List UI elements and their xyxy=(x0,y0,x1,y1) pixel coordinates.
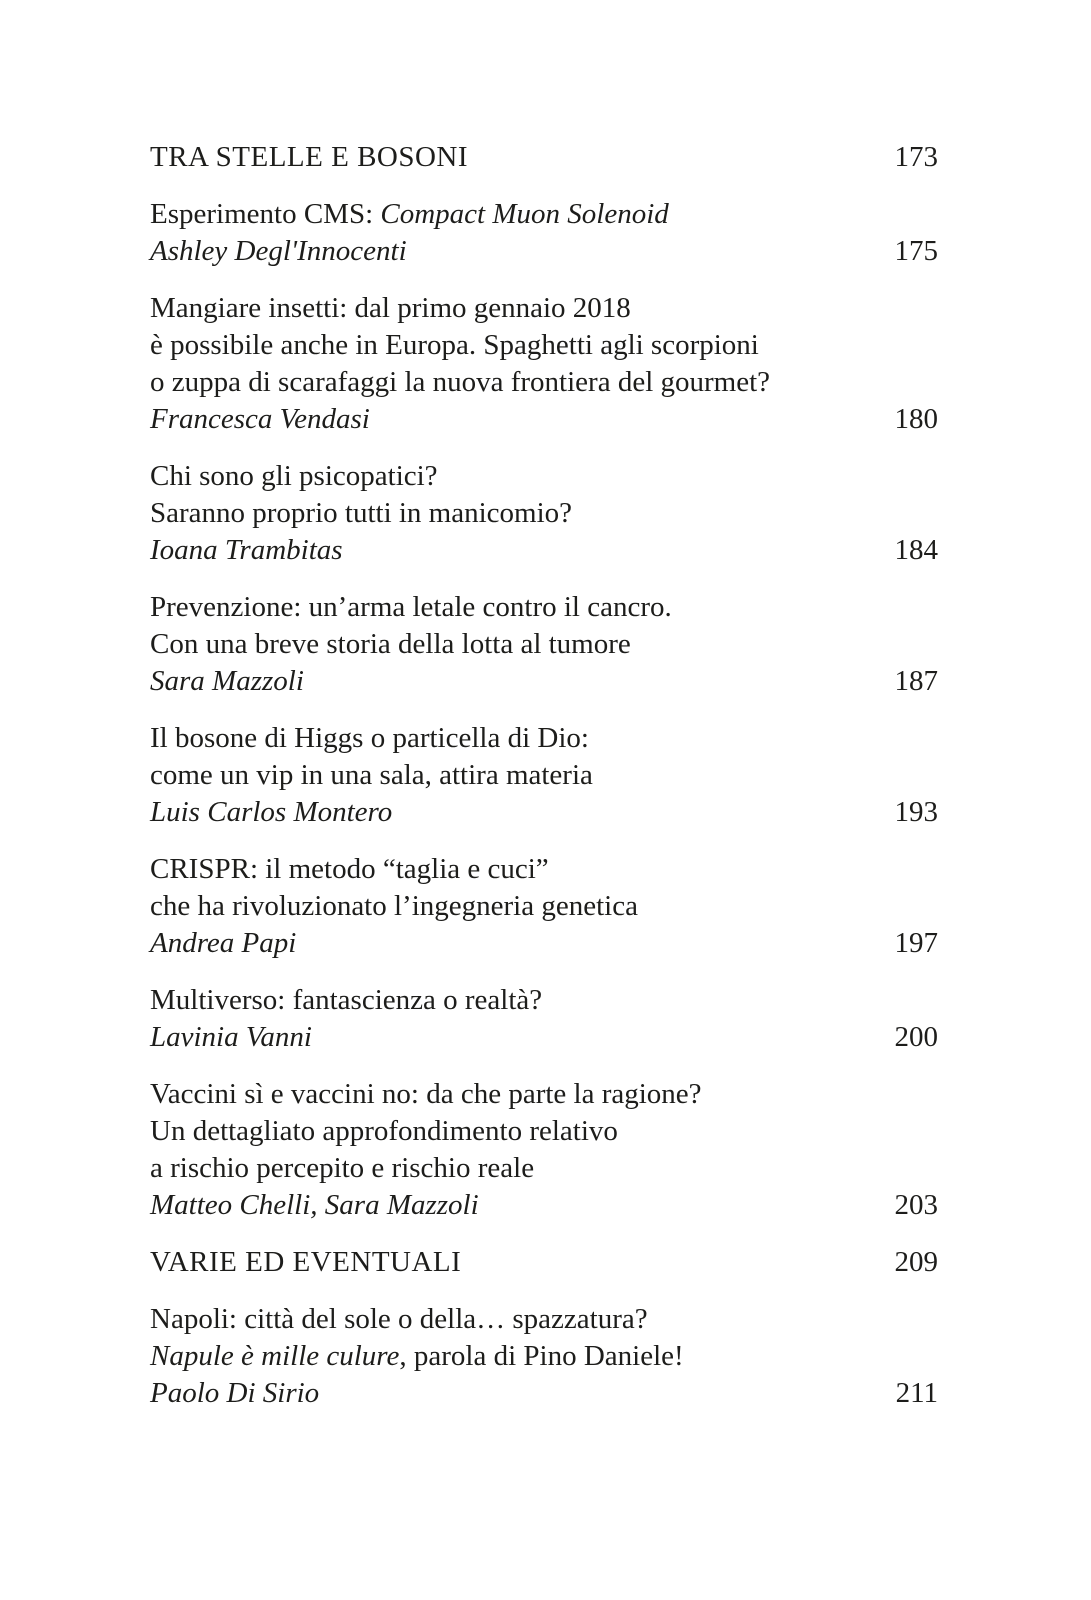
toc-line-text xyxy=(150,925,296,962)
toc-line-text xyxy=(150,851,549,888)
toc-entry xyxy=(150,1301,938,1412)
toc-line-text xyxy=(150,139,468,176)
toc-page-number: 184 xyxy=(894,534,938,566)
toc-page-number: 187 xyxy=(894,665,938,697)
toc-text: Napoli: città del sole o della… spazzatura? xyxy=(150,1303,648,1335)
toc-line-text xyxy=(150,1113,618,1150)
toc-text: Un dettagliato approfondimento relativo xyxy=(150,1115,618,1147)
toc-text: Vaccini sì e vaccini no: da che parte la ragione? xyxy=(150,1078,702,1110)
toc-page-number: 203 xyxy=(894,1189,938,1221)
toc-line xyxy=(150,196,938,233)
toc-entry xyxy=(150,458,938,569)
toc-line xyxy=(150,495,938,532)
toc-text-italic: Matteo Chelli, Sara Mazzoli xyxy=(150,1189,479,1221)
toc-line-text xyxy=(150,327,759,364)
toc-text-italic: Sara Mazzoli xyxy=(150,665,304,697)
toc-line xyxy=(150,139,938,176)
toc-page-number: 200 xyxy=(894,1021,938,1053)
toc-text-italic: Compact Muon Solenoid xyxy=(380,198,669,230)
toc-entry xyxy=(150,720,938,831)
toc-entry xyxy=(150,851,938,962)
toc-line-text xyxy=(150,1019,312,1056)
toc-entry xyxy=(150,290,938,438)
toc-entry xyxy=(150,1076,938,1224)
toc-line-text xyxy=(150,1076,702,1113)
toc-text: è possibile anche in Europa. Spaghetti agli scorpioni xyxy=(150,329,759,361)
toc-text-italic: Ashley Degl'Innocenti xyxy=(150,235,407,267)
toc-line-text xyxy=(150,982,542,1019)
toc-line xyxy=(150,1187,938,1224)
toc-line xyxy=(150,757,938,794)
toc-page-number: 193 xyxy=(894,796,938,828)
toc-text: Prevenzione: un’arma letale contro il cancro. xyxy=(150,591,672,623)
toc-line-text xyxy=(150,1338,684,1375)
toc-text-italic: Andrea Papi xyxy=(150,927,297,959)
toc-line-text xyxy=(150,794,392,831)
table-of-contents xyxy=(150,139,938,1432)
toc-line-text xyxy=(150,458,438,495)
toc-entry xyxy=(150,982,938,1056)
toc-line xyxy=(150,851,938,888)
toc-text-italic: Luis Carlos Montero xyxy=(150,796,393,828)
toc-text: che ha rivoluzionato l’ingegneria genetica xyxy=(150,890,638,922)
toc-text-italic: Lavinia Vanni xyxy=(150,1021,312,1053)
toc-page-number: 209 xyxy=(894,1246,938,1278)
toc-line xyxy=(150,663,938,700)
toc-line-text xyxy=(150,290,631,327)
toc-text: o zuppa di scarafaggi la nuova frontiera del gourmet? xyxy=(150,366,771,398)
toc-line xyxy=(150,364,938,401)
toc-entry xyxy=(150,196,938,270)
toc-text-italic: Ioana Trambitas xyxy=(150,534,343,566)
toc-line xyxy=(150,589,938,626)
toc-line xyxy=(150,1113,938,1150)
toc-text: VARIE ED EVENTUALI xyxy=(150,1246,462,1278)
toc-line xyxy=(150,1301,938,1338)
toc-text-italic: Napule è mille culure xyxy=(150,1340,400,1372)
toc-line-text xyxy=(150,626,631,663)
toc-line xyxy=(150,720,938,757)
toc-line xyxy=(150,1338,938,1375)
toc-text: Con una breve storia della lotta al tumore xyxy=(150,628,631,660)
toc-text: Esperimento CMS: xyxy=(150,198,381,230)
toc-line xyxy=(150,982,938,1019)
toc-line xyxy=(150,626,938,663)
toc-line-text xyxy=(150,1375,319,1412)
toc-line-text xyxy=(150,589,672,626)
toc-line-text xyxy=(150,757,593,794)
toc-page-number: 211 xyxy=(895,1377,938,1409)
toc-line xyxy=(150,1150,938,1187)
toc-line-text xyxy=(150,1244,461,1281)
toc-section-heading xyxy=(150,139,938,176)
toc-line-text xyxy=(150,663,304,700)
toc-line-text xyxy=(150,1150,534,1187)
toc-line xyxy=(150,1076,938,1113)
toc-text: come un vip in una sala, attira materia xyxy=(150,759,593,791)
toc-text: Multiverso: fantascienza o realtà? xyxy=(150,984,543,1016)
toc-line xyxy=(150,532,938,569)
toc-text: Mangiare insetti: dal primo gennaio 2018 xyxy=(150,292,631,324)
toc-text: a rischio percepito e rischio reale xyxy=(150,1152,535,1184)
toc-line xyxy=(150,290,938,327)
toc-text: Il bosone di Higgs o particella di Dio: xyxy=(150,722,589,754)
toc-page-number: 173 xyxy=(894,141,938,173)
toc-text: TRA STELLE E BOSONI xyxy=(150,141,469,173)
toc-page-number: 197 xyxy=(894,927,938,959)
toc-text: , parola di Pino Daniele! xyxy=(399,1340,684,1372)
toc-line xyxy=(150,401,938,438)
toc-line xyxy=(150,888,938,925)
toc-line-text xyxy=(150,196,669,233)
toc-page-number: 180 xyxy=(894,403,938,435)
toc-line xyxy=(150,925,938,962)
toc-line xyxy=(150,327,938,364)
toc-line-text xyxy=(150,495,572,532)
toc-line-text xyxy=(150,401,370,438)
toc-line-text xyxy=(150,233,407,270)
toc-line-text xyxy=(150,1187,479,1224)
toc-text: Saranno proprio tutti in manicomio? xyxy=(150,497,573,529)
toc-text: CRISPR: il metodo “taglia e cuci” xyxy=(150,853,549,885)
toc-page-number: 175 xyxy=(894,235,938,267)
toc-line xyxy=(150,1375,938,1412)
toc-line xyxy=(150,458,938,495)
toc-text-italic: Francesca Vendasi xyxy=(150,403,370,435)
toc-line xyxy=(150,1019,938,1056)
toc-line-text xyxy=(150,1301,648,1338)
toc-line-text xyxy=(150,720,589,757)
toc-line xyxy=(150,794,938,831)
toc-entry xyxy=(150,589,938,700)
toc-section-heading xyxy=(150,1244,938,1281)
toc-text-italic: Paolo Di Sirio xyxy=(150,1377,320,1409)
toc-line-text xyxy=(150,888,638,925)
toc-line-text xyxy=(150,532,343,569)
toc-line xyxy=(150,233,938,270)
toc-text: Chi sono gli psicopatici? xyxy=(150,460,438,492)
toc-line-text xyxy=(150,364,770,401)
toc-line xyxy=(150,1244,938,1281)
